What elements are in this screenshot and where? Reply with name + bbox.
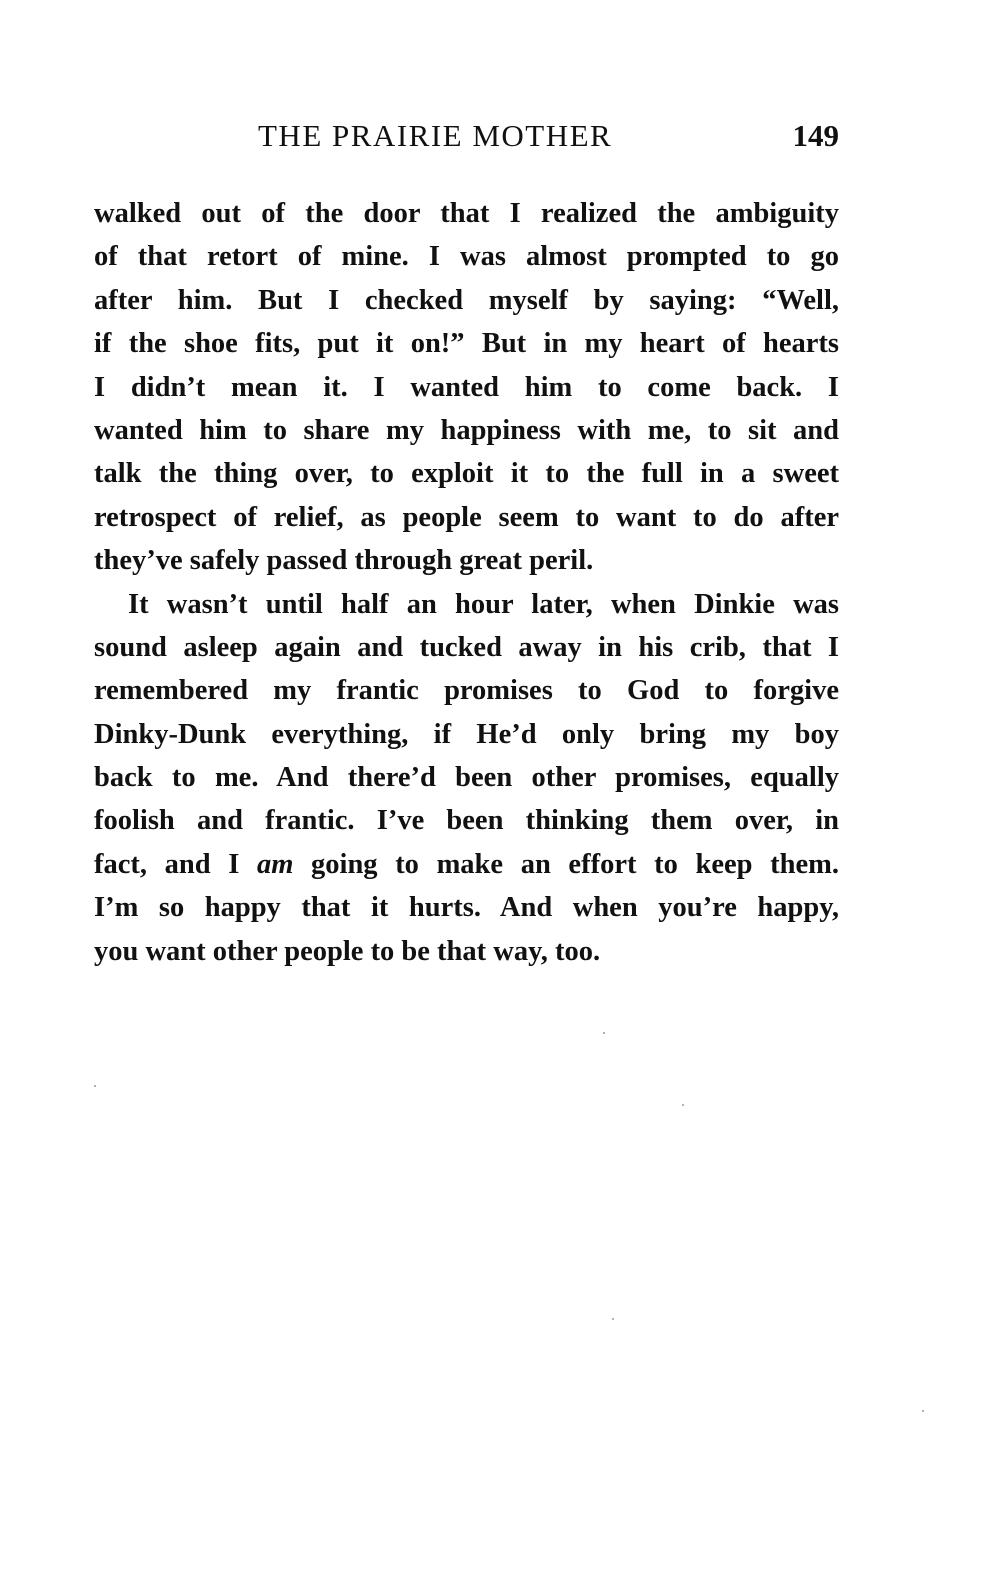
running-title: THE PRAIRIE MOTHER [258, 118, 613, 153]
text-line: they’ve safely passed through great peril. [94, 545, 594, 577]
paper-speck [94, 1085, 96, 1087]
paragraph-1 [94, 192, 839, 583]
paragraph-2 [94, 583, 839, 974]
paper-speck [922, 1410, 924, 1412]
body-text [94, 192, 839, 973]
text-line: foolish and frantic. I’ve been thinking them over, in [94, 805, 839, 837]
emphasized-word: am [256, 848, 294, 880]
text-line: back to me. And there’d been other promises, equally [94, 762, 839, 794]
line-text-after: going to make an effort to keep them. [293, 848, 839, 880]
text-line: retrospect of relief, as people seem to want to do after [94, 501, 839, 533]
text-line: It wasn’t until half an hour later, when Dinkie was [128, 588, 839, 620]
text-line: you want other people to be that way, too. [94, 935, 601, 967]
text-line: I’m so happy that it hurts. And when you’re happy, [94, 892, 839, 924]
text-line: talk the thing over, to exploit it to the full in a sweet [94, 458, 839, 490]
text-line-with-emphasis [94, 843, 839, 886]
text-line: wanted him to share my happiness with me, to sit and [94, 414, 839, 446]
text-line: walked out of the door that I realized the ambiguity [94, 198, 839, 229]
text-line: Dinky-Dunk everything, if He’d only bring my boy [94, 718, 839, 750]
paper-speck [612, 1318, 614, 1320]
paper-speck [682, 1104, 684, 1106]
running-head [94, 118, 839, 158]
text-line: if the shoe fits, put it on!” But in my heart of hearts [94, 328, 839, 360]
text-line: of that retort of mine. I was almost prompted to go [94, 241, 839, 273]
page-number: 149 [792, 118, 839, 153]
text-line: sound asleep again and tucked away in his crib, that I [94, 631, 839, 663]
paper-speck [603, 1032, 605, 1034]
text-line: after him. But I checked myself by saying: “Well, [94, 284, 839, 316]
text-line: remembered my frantic promises to God to forgive [94, 675, 839, 707]
line-text-before: fact, and I [94, 848, 257, 880]
text-line: I didn’t mean it. I wanted him to come back. I [94, 371, 839, 403]
